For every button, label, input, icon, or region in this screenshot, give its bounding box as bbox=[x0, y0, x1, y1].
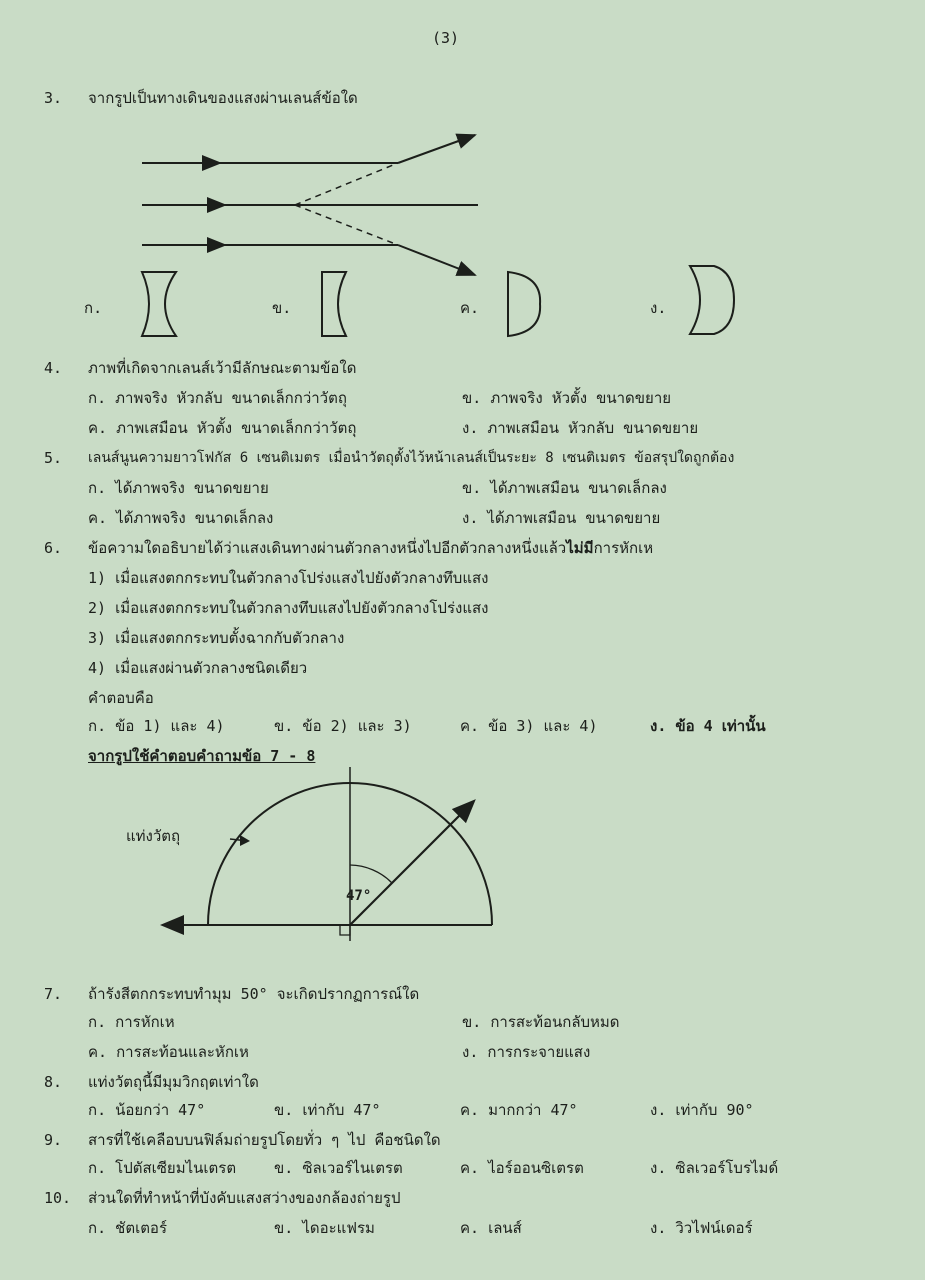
q9-choice-c: ค. ไอร์ออนซิเตรต bbox=[460, 1159, 584, 1177]
q5-number: 5. bbox=[44, 449, 63, 467]
q5-choice-b: ข. ได้ภาพเสมือน ขนาดเล็กลง bbox=[462, 479, 667, 497]
q5-choice-a: ก. ได้ภาพจริง ขนาดขยาย bbox=[88, 479, 269, 497]
q7-choice-d: ง. การกระจายแสง bbox=[462, 1043, 591, 1061]
q6-choice-d: ง. ข้อ 4 เท่านั้น bbox=[650, 717, 766, 735]
q9-choice-a: ก. โปตัสเซียมไนเตรต bbox=[88, 1159, 237, 1177]
figure-object-label: แท่งวัตถุ bbox=[126, 827, 181, 845]
q7-choice-a: ก. การหักเห bbox=[88, 1013, 175, 1031]
q6-item-3: 3) เมื่อแสงตกกระทบตั้งฉากกับตัวกลาง bbox=[88, 629, 345, 647]
q6-text bbox=[88, 538, 653, 558]
q6-choice-a: ก. ข้อ 1) และ 4) bbox=[88, 717, 225, 735]
q6-answer-label: คำตอบคือ bbox=[88, 689, 154, 707]
q6-item-2: 2) เมื่อแสงตกกระทบในตัวกลางทึบแสงไปยังตัวกลางโปร่งแสง bbox=[88, 599, 489, 617]
q9-choice-b: ข. ซิลเวอร์ไนเตรต bbox=[274, 1159, 403, 1177]
q3-ray-diagram bbox=[130, 125, 490, 285]
q4-number: 4. bbox=[44, 359, 63, 377]
q10-choice-a: ก. ชัตเตอร์ bbox=[88, 1219, 167, 1237]
q7-number: 7. bbox=[44, 985, 63, 1003]
q10-choice-b: ข. ไดอะแฟรม bbox=[274, 1219, 375, 1237]
q10-choice-d: ง. วิวไฟน์เดอร์ bbox=[650, 1219, 753, 1237]
page-number: (3) bbox=[432, 29, 460, 47]
q5-choice-d: ง. ได้ภาพเสมือน ขนาดขยาย bbox=[462, 509, 661, 527]
q6-item-1: 1) เมื่อแสงตกกระทบในตัวกลางโปร่งแสงไปยังตัวกลางทึบแสง bbox=[88, 569, 489, 587]
q8-text: แท่งวัตถุนี้มีมุมวิกฤตเท่าใด bbox=[88, 1073, 259, 1091]
figure-angle-label: 47° bbox=[346, 888, 372, 904]
q5-choice-c: ค. ได้ภาพจริง ขนาดเล็กลง bbox=[88, 509, 274, 527]
q8-choice-c: ค. มากกว่า 47° bbox=[460, 1101, 578, 1119]
q6-number: 6. bbox=[44, 539, 63, 557]
q3-concavo-convex-lens-icon bbox=[684, 262, 738, 338]
q3-choice-a-label: ก. bbox=[84, 299, 103, 317]
q9-text: สารที่ใช้เคลือบบนฟิล์มถ่ายรูปโดยทั่ว ๆ ไป คือชนิดใด bbox=[88, 1131, 441, 1149]
q10-choice-c: ค. เลนส์ bbox=[460, 1219, 522, 1237]
q7-choice-c: ค. การสะท้อนและหักเห bbox=[88, 1043, 249, 1061]
q3-text: จากรูปเป็นทางเดินของแสงผ่านเลนส์ข้อใด bbox=[88, 89, 358, 107]
q3-choice-c-label: ค. bbox=[460, 299, 480, 317]
q4-choice-b: ข. ภาพจริง หัวตั้ง ขนาดขยาย bbox=[462, 389, 672, 407]
q4-choice-a: ก. ภาพจริง หัวกลับ ขนาดเล็กกว่าวัตถุ bbox=[88, 389, 347, 407]
q8-number: 8. bbox=[44, 1073, 63, 1091]
q6-choice-c: ค. ข้อ 3) และ 4) bbox=[460, 717, 598, 735]
q4-choice-c: ค. ภาพเสมือน หัวตั้ง ขนาดเล็กกว่าวัตถุ bbox=[88, 419, 357, 437]
q6-item-4: 4) เมื่อแสงผ่านตัวกลางชนิดเดียว bbox=[88, 659, 308, 677]
q5-text: เลนส์นูนความยาวโฟกัส 6 เซนติเมตร เมื่อนำวัตถุตั้งไว้หน้าเลนส์เป็นระยะ 8 เซนติเมตร ข้อสรุปใดถูกต้อง bbox=[88, 450, 735, 466]
q6-text-before: ข้อความใดอธิบายได้ว่าแสงเดินทางผ่านตัวกลางหนึ่งไปอีกตัวกลางหนึ่งแล้ว bbox=[88, 539, 567, 557]
q4-text: ภาพที่เกิดจากเลนส์เว้ามีลักษณะตามข้อใด bbox=[88, 359, 357, 377]
q3-number: 3. bbox=[44, 89, 63, 107]
q3-choice-d-label: ง. bbox=[650, 299, 667, 317]
q3-concave-lens-icon bbox=[138, 268, 182, 340]
q6-text-emphasis: ไม่มี bbox=[566, 539, 594, 557]
q3-plano-convex-lens-icon bbox=[504, 268, 544, 340]
q6-choice-b: ข. ข้อ 2) และ 3) bbox=[274, 717, 412, 735]
semicircle-refraction-figure bbox=[150, 765, 500, 945]
q7-choice-b: ข. การสะท้อนกลับหมด bbox=[462, 1013, 620, 1031]
q8-choice-b: ข. เท่ากับ 47° bbox=[274, 1101, 381, 1119]
q4-choice-d: ง. ภาพเสมือน หัวกลับ ขนาดขยาย bbox=[462, 419, 699, 437]
q10-text: ส่วนใดที่ทำหน้าที่บังคับแสงสว่างของกล้องถ่ายรูป bbox=[88, 1189, 401, 1207]
q7-text: ถ้ารังสีตกกระทบทำมุม 50° จะเกิดปรากฏการณ์ใด bbox=[88, 985, 420, 1003]
section-heading: จากรูปใช้คำตอบคำถามข้อ 7 - 8 bbox=[88, 747, 316, 765]
q3-plano-concave-lens-icon bbox=[318, 268, 352, 340]
q6-text-after: การหักเห bbox=[593, 539, 654, 557]
q8-choice-d: ง. เท่ากับ 90° bbox=[650, 1101, 754, 1119]
q3-choice-b-label: ข. bbox=[272, 299, 292, 317]
q9-number: 9. bbox=[44, 1131, 63, 1149]
q10-number: 10. bbox=[44, 1189, 72, 1207]
q9-choice-d: ง. ซิลเวอร์โบรไมด์ bbox=[650, 1159, 779, 1177]
q8-choice-a: ก. น้อยกว่า 47° bbox=[88, 1101, 206, 1119]
